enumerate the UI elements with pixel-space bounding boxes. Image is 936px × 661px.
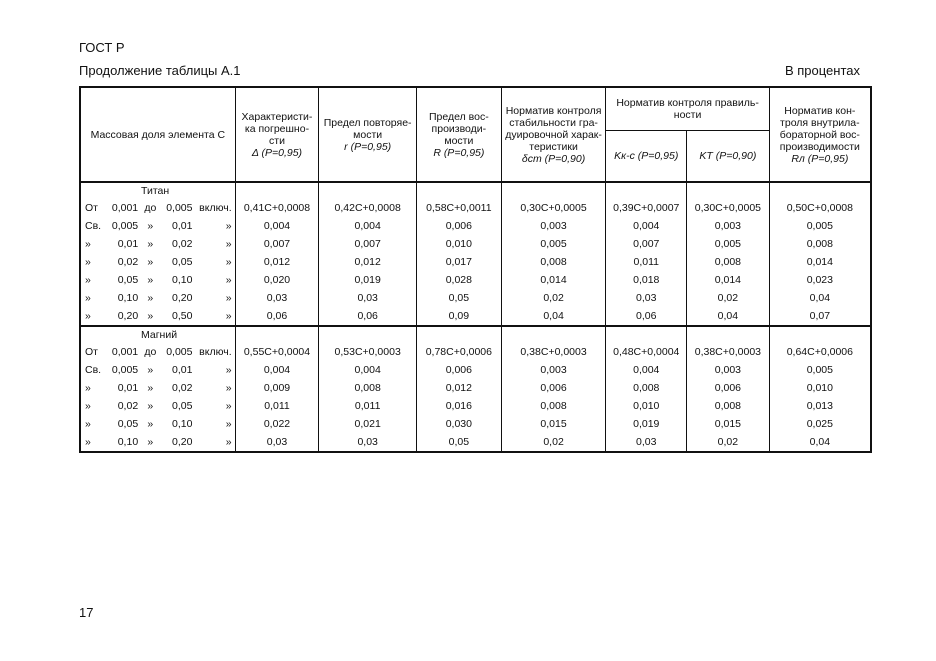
col-kt: KT (P=0,90): [687, 131, 770, 183]
value-cell: 0,38C+0,0003: [501, 343, 606, 361]
mass-range-part: 0,05: [172, 400, 193, 412]
mass-range-cell: [80, 433, 235, 452]
mass-range-cell: [80, 307, 235, 326]
mass-range-part: 0,05: [117, 418, 139, 430]
value-cell: 0,019: [606, 415, 687, 433]
table-row: [80, 217, 871, 235]
value-cell: 0,03: [606, 433, 687, 452]
value-cell: 0,03: [319, 289, 417, 307]
value-cell: 0,004: [235, 217, 319, 235]
mass-range-cell: [80, 199, 235, 217]
value-cell: 0,05: [417, 433, 502, 452]
units-label: В процентах: [784, 63, 860, 78]
mass-range-part: 0,10: [117, 436, 139, 448]
mass-range-part: »: [147, 400, 154, 412]
mass-range-part: 0,001: [111, 202, 139, 214]
value-cell: 0,005: [769, 217, 871, 235]
value-cell: 0,025: [769, 415, 871, 433]
mass-range-part: 0,001: [111, 346, 139, 358]
value-cell: 0,005: [769, 361, 871, 379]
table-row: [80, 253, 871, 271]
value-cell: 0,004: [319, 217, 417, 235]
value-cell: 0,008: [687, 397, 770, 415]
value-cell: 0,022: [235, 415, 319, 433]
value-cell: 0,008: [769, 235, 871, 253]
mass-range-part: включ.: [199, 346, 232, 358]
mass-range-part: »: [225, 256, 232, 268]
value-cell: 0,50C+0,0008: [769, 199, 871, 217]
mass-range-cell: [80, 361, 235, 379]
mass-range-part: 0,10: [172, 418, 193, 430]
mass-range-cell: [80, 397, 235, 415]
value-cell: 0,020: [235, 271, 319, 289]
mass-range-part: »: [85, 274, 91, 286]
value-cell: 0,008: [606, 379, 687, 397]
mass-range-cell: [80, 379, 235, 397]
value-cell: 0,02: [687, 289, 770, 307]
value-cell: 0,41C+0,0008: [235, 199, 319, 217]
table-row: [80, 271, 871, 289]
value-cell: 0,008: [501, 397, 606, 415]
mass-range-part: 0,50: [172, 310, 193, 322]
value-cell: 0,003: [687, 217, 770, 235]
value-cell: 0,006: [417, 361, 502, 379]
mass-range-part: »: [85, 418, 91, 430]
table-row: [80, 397, 871, 415]
table-row: [80, 235, 871, 253]
data-table: [79, 86, 872, 453]
value-cell: 0,010: [606, 397, 687, 415]
value-cell: 0,03: [319, 433, 417, 452]
mass-range-part: »: [225, 436, 232, 448]
mass-range-part: »: [225, 238, 232, 250]
value-cell: 0,53C+0,0003: [319, 343, 417, 361]
value-cell: 0,006: [417, 217, 502, 235]
mass-range-part: 0,05: [172, 256, 193, 268]
value-cell: 0,03: [235, 433, 319, 452]
mass-range-part: »: [225, 310, 232, 322]
mass-range-part: »: [225, 274, 232, 286]
mass-range-cell: [80, 271, 235, 289]
value-cell: 0,02: [501, 433, 606, 452]
value-cell: 0,003: [501, 217, 606, 235]
mass-range-part: »: [147, 418, 154, 430]
value-cell: 0,015: [501, 415, 606, 433]
mass-range-part: »: [85, 310, 91, 322]
table-row: [80, 199, 871, 217]
value-cell: 0,007: [606, 235, 687, 253]
value-cell: 0,011: [606, 253, 687, 271]
value-cell: 0,004: [319, 361, 417, 379]
mass-range-part: Св.: [85, 364, 102, 376]
value-cell: 0,06: [606, 307, 687, 326]
mass-range-part: до: [144, 202, 157, 214]
value-cell: 0,016: [417, 397, 502, 415]
mass-range-part: 0,02: [117, 256, 139, 268]
mass-range-cell: [80, 343, 235, 361]
value-cell: 0,006: [687, 379, 770, 397]
value-cell: 0,03: [606, 289, 687, 307]
mass-range-part: 0,20: [172, 436, 193, 448]
value-cell: 0,021: [319, 415, 417, 433]
col-error-characteristic: Характеристи-ка погрешно-сти Δ (P=0,95): [235, 87, 319, 182]
mass-range-cell: [80, 217, 235, 235]
mass-range-cell: [80, 289, 235, 307]
col-repeatability-limit: Предел повторяе-мости r (P=0,95): [319, 87, 417, 182]
col-kkc: Kк-с (P=0,95): [606, 131, 687, 183]
value-cell: 0,004: [606, 361, 687, 379]
value-cell: 0,012: [417, 379, 502, 397]
mass-range-part: 0,02: [172, 238, 193, 250]
mass-range-part: »: [225, 364, 232, 376]
value-cell: 0,004: [235, 361, 319, 379]
mass-range-part: »: [85, 292, 91, 304]
col-reproducibility-limit: Предел вос-производи-мости R (P=0,95): [417, 87, 502, 182]
col-mass-fraction: Массовая доля элемента C: [80, 87, 235, 182]
mass-range-part: »: [147, 310, 154, 322]
value-cell: 0,006: [501, 379, 606, 397]
value-cell: 0,02: [501, 289, 606, 307]
value-cell: 0,014: [501, 271, 606, 289]
value-cell: 0,06: [235, 307, 319, 326]
table-caption: Продолжение таблицы А.1: [79, 63, 241, 78]
value-cell: 0,78C+0,0006: [417, 343, 502, 361]
value-cell: 0,30C+0,0005: [501, 199, 606, 217]
value-cell: 0,008: [319, 379, 417, 397]
value-cell: 0,04: [769, 289, 871, 307]
value-cell: 0,008: [501, 253, 606, 271]
value-cell: 0,012: [235, 253, 319, 271]
section-name: Титан: [141, 185, 170, 197]
mass-range-cell: [80, 253, 235, 271]
mass-range-part: »: [147, 220, 154, 232]
table-row: [80, 415, 871, 433]
value-cell: 0,005: [687, 235, 770, 253]
value-cell: 0,003: [501, 361, 606, 379]
section-name: Магний: [141, 329, 178, 341]
mass-range-part: »: [85, 238, 91, 250]
mass-range-part: 0,05: [117, 274, 139, 286]
value-cell: 0,02: [687, 433, 770, 452]
section-header-row: [80, 326, 871, 343]
mass-range-part: От: [85, 346, 98, 358]
mass-range-part: »: [147, 364, 154, 376]
value-cell: 0,64C+0,0006: [769, 343, 871, 361]
table-row: [80, 361, 871, 379]
page-number: 17: [79, 605, 94, 620]
value-cell: 0,011: [319, 397, 417, 415]
mass-range-part: 0,01: [172, 364, 193, 376]
mass-range-part: Св.: [85, 220, 102, 232]
value-cell: 0,010: [769, 379, 871, 397]
mass-range-part: включ.: [199, 202, 232, 214]
value-cell: 0,05: [417, 289, 502, 307]
mass-range-part: 0,005: [111, 364, 139, 376]
value-cell: 0,013: [769, 397, 871, 415]
mass-range-part: 0,01: [117, 382, 139, 394]
mass-range-part: 0,02: [172, 382, 193, 394]
value-cell: 0,023: [769, 271, 871, 289]
value-cell: 0,014: [769, 253, 871, 271]
table-row: [80, 343, 871, 361]
value-cell: 0,007: [319, 235, 417, 253]
value-cell: 0,007: [235, 235, 319, 253]
value-cell: 0,39C+0,0007: [606, 199, 687, 217]
mass-range-part: »: [225, 292, 232, 304]
col-intralab-reproducibility: Норматив кон-троля внутрила-бораторной вос-производимости Rл (P=0,95): [769, 87, 871, 182]
table-row: [80, 307, 871, 326]
value-cell: 0,015: [687, 415, 770, 433]
col-correctness-control: Норматив контроля правиль-ности: [606, 87, 769, 131]
value-cell: 0,09: [417, 307, 502, 326]
value-cell: 0,005: [501, 235, 606, 253]
mass-range-cell: [80, 415, 235, 433]
mass-range-part: »: [225, 220, 232, 232]
mass-range-part: »: [147, 274, 154, 286]
value-cell: 0,06: [319, 307, 417, 326]
value-cell: 0,011: [235, 397, 319, 415]
table-row: [80, 379, 871, 397]
mass-range-part: »: [225, 382, 232, 394]
value-cell: 0,028: [417, 271, 502, 289]
col-calibration-stability: Норматив контроля стабильности гра-дуировочной харак-теристики δст (P=0,90): [501, 87, 606, 182]
value-cell: 0,04: [769, 433, 871, 452]
document-code: ГОСТ Р: [79, 40, 125, 55]
mass-range-cell: [80, 235, 235, 253]
mass-range-part: »: [147, 382, 154, 394]
mass-range-part: »: [147, 292, 154, 304]
value-cell: 0,008: [687, 253, 770, 271]
mass-range-part: »: [147, 256, 154, 268]
value-cell: 0,012: [319, 253, 417, 271]
mass-range-part: »: [225, 418, 232, 430]
mass-range-part: 0,02: [117, 400, 139, 412]
section-header-row: [80, 182, 871, 199]
value-cell: 0,30C+0,0005: [687, 199, 770, 217]
value-cell: 0,04: [501, 307, 606, 326]
value-cell: 0,017: [417, 253, 502, 271]
value-cell: 0,07: [769, 307, 871, 326]
mass-range-part: »: [85, 256, 91, 268]
mass-range-part: до: [144, 346, 157, 358]
mass-range-part: 0,10: [117, 292, 139, 304]
mass-range-part: »: [85, 382, 91, 394]
mass-range-part: 0,005: [166, 202, 193, 214]
value-cell: 0,018: [606, 271, 687, 289]
mass-range-part: »: [225, 400, 232, 412]
value-cell: 0,03: [235, 289, 319, 307]
value-cell: 0,010: [417, 235, 502, 253]
mass-range-part: »: [147, 436, 154, 448]
mass-range-part: 0,01: [172, 220, 193, 232]
value-cell: 0,55C+0,0004: [235, 343, 319, 361]
mass-range-part: 0,20: [117, 310, 139, 322]
mass-range-part: »: [85, 400, 91, 412]
mass-range-part: От: [85, 202, 98, 214]
value-cell: 0,019: [319, 271, 417, 289]
value-cell: 0,014: [687, 271, 770, 289]
mass-range-part: »: [147, 238, 154, 250]
value-cell: 0,58C+0,0011: [417, 199, 502, 217]
mass-range-part: 0,10: [172, 274, 193, 286]
value-cell: 0,004: [606, 217, 687, 235]
value-cell: 0,38C+0,0003: [687, 343, 770, 361]
value-cell: 0,030: [417, 415, 502, 433]
mass-range-part: »: [85, 436, 91, 448]
table-row: [80, 433, 871, 452]
value-cell: 0,48C+0,0004: [606, 343, 687, 361]
value-cell: 0,42C+0,0008: [319, 199, 417, 217]
value-cell: 0,009: [235, 379, 319, 397]
table-row: [80, 289, 871, 307]
value-cell: 0,003: [687, 361, 770, 379]
value-cell: 0,04: [687, 307, 770, 326]
mass-range-part: 0,01: [117, 238, 139, 250]
mass-range-part: 0,005: [166, 346, 193, 358]
mass-range-part: 0,005: [111, 220, 139, 232]
mass-range-part: 0,20: [172, 292, 193, 304]
